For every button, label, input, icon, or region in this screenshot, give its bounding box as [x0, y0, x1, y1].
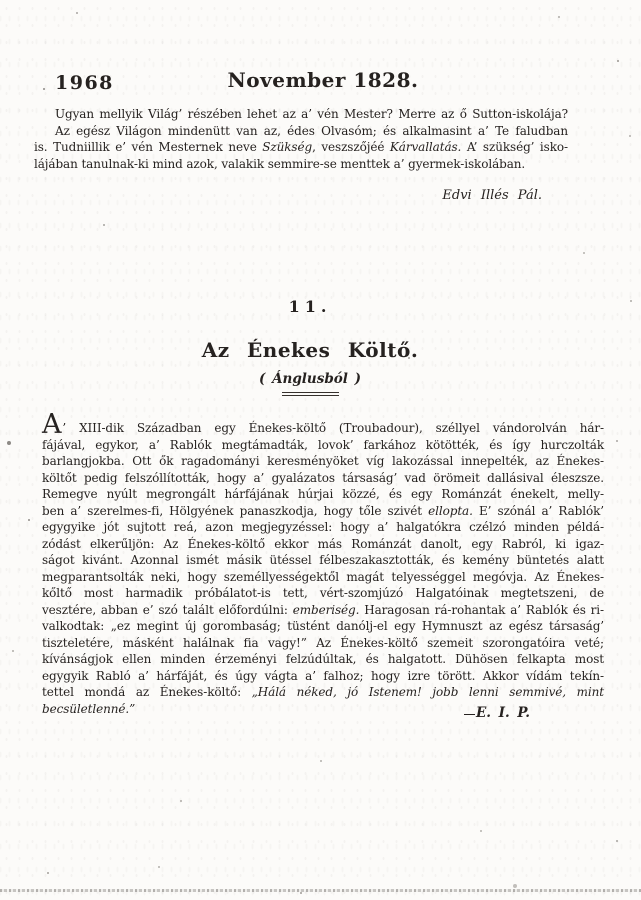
text-segment: lájában tanulnak-ki mind azok, valakik semmire-se menttek a’ gyermek-iskolában.	[34, 156, 526, 171]
bottom-scan-artifact	[0, 889, 641, 892]
text-segment: is. Tudniillik e’ vén Mesternek neve	[34, 140, 263, 154]
text-line	[42, 602, 604, 619]
article-title: Az Énekes Költő.	[201, 338, 419, 362]
article-author-initials	[464, 705, 530, 721]
text-segment: ságot kivánt. Azonnal ismét másik ütéssel félbeszakasztották, és kemény büntetés alatt	[42, 553, 604, 567]
text-segment: egygyike jót sujtott reá, azon megjegyzéssel: hogy a’ halgatókra czélzó minden példá-	[42, 520, 604, 534]
issue-header-title: November 1828.	[227, 68, 419, 92]
text-segment: Szükség	[262, 140, 313, 154]
text-line	[34, 123, 568, 140]
text-segment: ellopta.	[428, 503, 473, 518]
text-segment: barlangjokba. Ott ők ragadományi keresményöket víg lakozással innepelték, az Énekes-	[42, 454, 604, 468]
signature-dash	[464, 710, 475, 715]
text-segment: kívánságjok ellen minden érzeményi felzúdúltak, és halgatott. Dühösen felkapta most	[42, 652, 604, 666]
text-line	[34, 156, 568, 173]
text-segment: fájával, egykor, a’ Rablók megtámadták, lovok’ farkához kötötték, és így hurczolták	[42, 437, 604, 452]
article-signature-text: E. I. P.	[475, 705, 530, 721]
text-segment: kőltő most harmadik próbálatot-is tett, vért-szomjúzó Halgatóinak megtetszeni, de	[42, 586, 604, 600]
text-line: A’ XIII-dik Században egy Énekes-költő (Troubadour), széllyel vándorolván hár-	[42, 409, 604, 440]
scan-speck-layer	[43, 88, 45, 90]
text-segment: tiszteletére, másként halálnak fia vagy!” Az Énekes-költő szemeit szorongatóira veté;	[42, 635, 604, 650]
text-line	[34, 106, 568, 123]
text-line	[42, 618, 604, 635]
text-line	[42, 569, 604, 586]
text-line	[42, 536, 604, 553]
text-line	[42, 437, 604, 454]
text-segment: egygyik Rabló a’ hárfáját, és úgy vágta a’ falhoz; hogy izre törött. Akkor vídám tekín-	[42, 668, 604, 683]
text-segment: Remegve nyúlt megrongált hárfájának húrjai közzé, és egy Románzát énekelt, melly-	[42, 487, 604, 501]
text-segment: Kárvallatás.	[389, 140, 462, 154]
text-segment: zódást elkerűljön: Az Énekes-költő ekkor más Románzát danolt, egy Rabról, ki igaz-	[42, 536, 604, 551]
text-segment: „Hálá néked, jó Istenem! jobb lenni semmivé, mint becsületlenné.”	[42, 685, 604, 716]
text-segment: A’ szükség’ isko-	[461, 140, 568, 154]
text-line	[42, 635, 604, 652]
intro-author-signature: Edvi Illés Pál.	[442, 188, 542, 203]
section-divider-rule	[282, 392, 339, 396]
text-segment: ’ XIII-dik Században egy Énekes-költő (Troubadour), széllyel vándorolván hár-	[62, 421, 604, 435]
text-segment: , veszszőjéé	[312, 140, 390, 154]
text-segment: Az egész Világon mindenütt van az, édes Olvasóm; és alkalmasint a’ Te faludban	[55, 123, 568, 138]
text-line	[34, 139, 568, 156]
text-segment: Ugyan mellyik Világ’ részében lehet az a’ vén Mester? Merre az ő Sutton-iskolája?	[55, 107, 568, 121]
text-segment: valkodtak: „ez megint új gorombaság; tüstént danólj-el egy Hymnuszt az egész társaság’	[42, 619, 604, 633]
text-segment: ben a’ szerelmes-fi, Hölgyének panaszkodja, hogy tőle szivét	[42, 503, 429, 518]
article-section-number: 11.	[288, 297, 332, 316]
text-line	[42, 486, 604, 503]
text-line	[42, 668, 604, 685]
text-line	[42, 519, 604, 536]
text-segment: költőt pedig felszóllították, hogy a’ gyalázatos társaság’ vad örömeit dallásival éleszsze.	[42, 470, 604, 485]
text-line	[42, 585, 604, 602]
intro-paragraph	[34, 106, 568, 172]
page-number: 1968	[55, 72, 114, 94]
text-line	[42, 470, 604, 487]
article-body	[42, 409, 605, 717]
text-line	[42, 453, 604, 470]
text-line	[42, 552, 604, 569]
text-segment: emberiség.	[292, 602, 360, 617]
article-subtitle: ( Ánglusból )	[258, 371, 362, 387]
text-segment: E’ szónál a’ Rablók’	[472, 503, 605, 518]
text-line	[42, 651, 604, 668]
text-segment: tettel mondá az Énekes-költő:	[42, 685, 252, 699]
text-segment: megparantsolták neki, hogy személlyességektől magát telyességgel megóvja. Az Énekes-	[42, 569, 604, 584]
text-segment: vesztére, abban e’ szó talált előfordúlni:	[42, 602, 293, 617]
text-line	[42, 503, 604, 520]
text-segment: Haragosan rá-rohantak a’ Rablók és ri-	[359, 602, 604, 617]
